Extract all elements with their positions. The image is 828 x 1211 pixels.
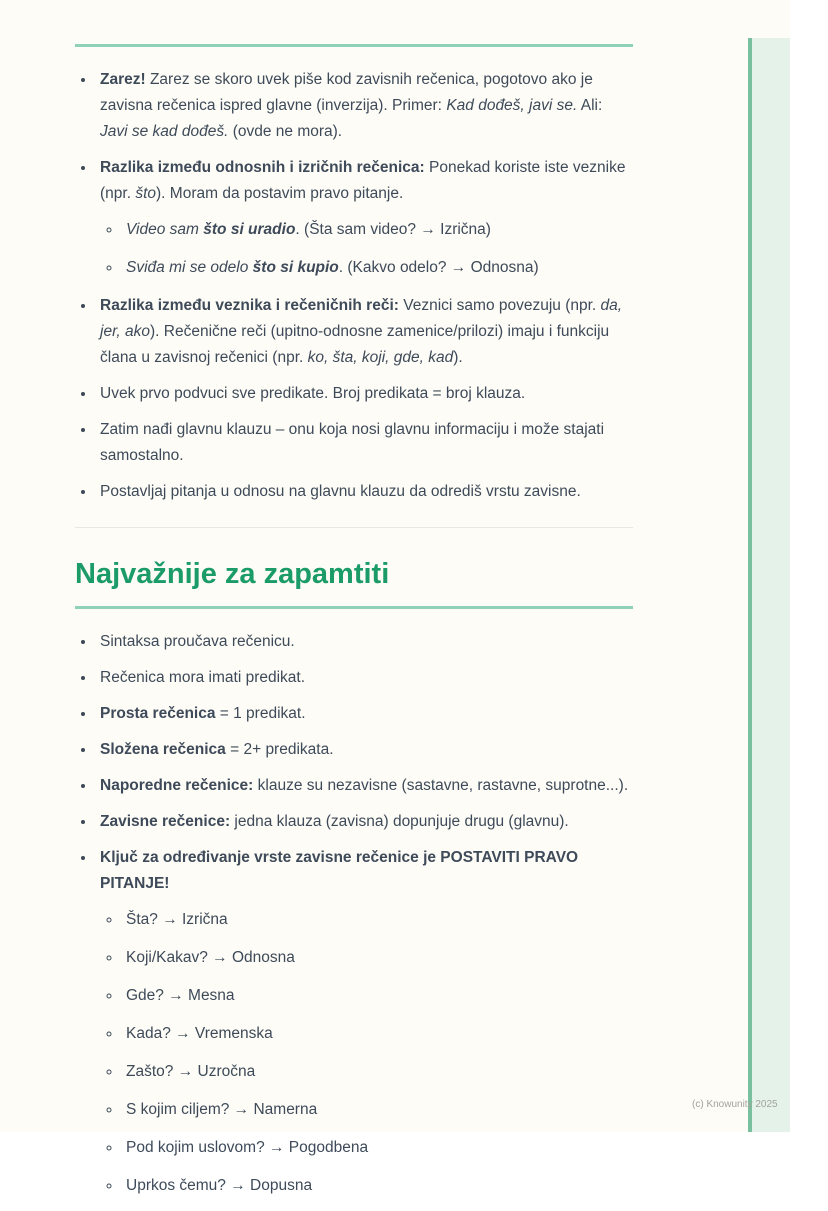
- bullet-text: Zatim nađi glavnu klauzu – onu koja nosi glavnu informaciju i može stajati samostalno.: [100, 421, 605, 464]
- knowunity-watermark: (c) Knowunity 2025: [692, 1099, 778, 1110]
- example-text: Javi se kad dođeš.: [100, 123, 229, 140]
- bullet-sintaksa: [96, 629, 633, 655]
- bullet-text: ). Rečenične reči (upitno-odnosne zamenice/prilozi) imaju i funkciju člana u zavisnoj rečenici (npr.: [100, 323, 610, 366]
- question-text: Pod kojim uslovom? → Pogodbena: [126, 1139, 369, 1156]
- question-sub-list: [100, 907, 633, 1199]
- sub-bullet-izricna: [122, 217, 633, 243]
- bullet-glavna-klauza: [96, 417, 633, 469]
- bullet-text: Sintaksa proučava rečenicu.: [100, 633, 295, 650]
- bullet-text: jedna klauza (zavisna) dopunjuje drugu (glavnu).: [230, 813, 569, 830]
- question-text: Kada? → Vremenska: [126, 1025, 273, 1042]
- section-top-rule: [75, 44, 633, 47]
- bullet-text: Uvek prvo podvuci sve predikate. Broj predikata = broj klauza.: [100, 385, 526, 402]
- bullet-lead: Složena rečenica: [100, 741, 226, 758]
- bullet-text: ).: [453, 349, 463, 366]
- question-item-uzrocna: [122, 1059, 633, 1085]
- bullet-prosta: [96, 701, 633, 727]
- bullet-text: Postavljaj pitanja u odnosu na glavnu klauzu da odrediš vrstu zavisne.: [100, 483, 581, 500]
- question-item-dopusna: [122, 1173, 633, 1199]
- question-item-mesna: [122, 983, 633, 1009]
- bullet-text: Zarez se skoro uvek piše kod zavisnih rečenica, pogotovo ako je zavisna rečenica ispred glavne (inverzija). Primer:: [100, 71, 593, 114]
- section-divider: [75, 527, 633, 528]
- sub-bullet-odnosna: [122, 255, 633, 281]
- bullet-lead: Zavisne rečenice:: [100, 813, 231, 830]
- question-text: Gde? → Mesna: [126, 987, 235, 1004]
- bullet-lead: Naporedne rečenice:: [100, 777, 254, 794]
- bullet-text: = 2+ predikata.: [225, 741, 334, 758]
- example-text: ko, šta, koji, gde, kad: [307, 349, 454, 366]
- example-text: što: [135, 185, 157, 202]
- bullet-recenica: [96, 665, 633, 691]
- question-text: Zašto? → Uzročna: [126, 1063, 256, 1080]
- section-heading: Najvažnije za zapamtiti: [75, 558, 390, 590]
- right-accent-band: [748, 38, 790, 1132]
- question-text: Koji/Kakav? → Odnosna: [126, 949, 295, 966]
- bullet-zavisne: [96, 809, 633, 835]
- bullet-text: Ali:: [577, 97, 603, 114]
- bullet-podvuci: [96, 381, 633, 407]
- summary-bullet-list: [75, 629, 633, 1199]
- bullet-text: = 1 predikat.: [215, 705, 306, 722]
- example-text: da, jer, ako: [100, 297, 623, 340]
- page-content: [75, 0, 633, 1211]
- bullet-slozena: [96, 737, 633, 763]
- question-item-odnosna: [122, 945, 633, 971]
- bullet-text: Ponekad koriste iste veznike (npr.: [100, 159, 626, 202]
- example-sub-list: [100, 217, 633, 281]
- bullet-text: ). Moram da postavim pravo pitanje.: [156, 185, 404, 202]
- question-item-pogodbena: [122, 1135, 633, 1161]
- bullet-postavljaj-pitanja: [96, 479, 633, 505]
- intro-bullet-list: [75, 67, 633, 505]
- question-text: Šta? → Izrična: [126, 911, 228, 928]
- bullet-text: (ovde ne mora).: [228, 123, 343, 140]
- bullet-lead: Zarez!: [100, 71, 146, 88]
- example-highlight: što si uradio: [203, 221, 296, 238]
- bullet-lead: Prosta rečenica: [100, 705, 216, 722]
- example-text: Video sam: [126, 221, 204, 238]
- bullet-naporedne: [96, 773, 633, 799]
- example-text: Sviđa mi se odelo: [126, 259, 253, 276]
- bullet-odnosne-izricne: [96, 155, 633, 281]
- bullet-text: Veznici samo povezuju (npr.: [398, 297, 601, 314]
- bullet-lead: Ključ za određivanje vrste zavisne rečenice je POSTAVITI PRAVO PITANJE!: [100, 849, 579, 892]
- question-item-vremenska: [122, 1021, 633, 1047]
- bullet-text: . (Kakvo odelo? → Odnosna): [338, 259, 539, 276]
- example-text: Kad dođeš, javi se.: [446, 97, 578, 114]
- example-highlight: što si kupio: [252, 259, 339, 276]
- bullet-kljuc: [96, 845, 633, 1199]
- bullet-zarez: [96, 67, 633, 145]
- question-item-namerna: [122, 1097, 633, 1123]
- heading-underline-rule: [75, 606, 633, 609]
- bullet-lead: Razlika između veznika i rečeničnih reči:: [100, 297, 399, 314]
- bullet-text: . (Šta sam video? → Izrična): [295, 221, 491, 238]
- question-text: Uprkos čemu? → Dopusna: [126, 1177, 313, 1194]
- question-text: S kojim ciljem? → Namerna: [126, 1101, 318, 1118]
- bullet-lead: Razlika između odnosnih i izričnih rečenica:: [100, 159, 425, 176]
- bullet-veznici: [96, 293, 633, 371]
- bullet-text: klauze su nezavisne (sastavne, rastavne, suprotne...).: [253, 777, 629, 794]
- bullet-text: Rečenica mora imati predikat.: [100, 669, 306, 686]
- question-item-izricna: [122, 907, 633, 933]
